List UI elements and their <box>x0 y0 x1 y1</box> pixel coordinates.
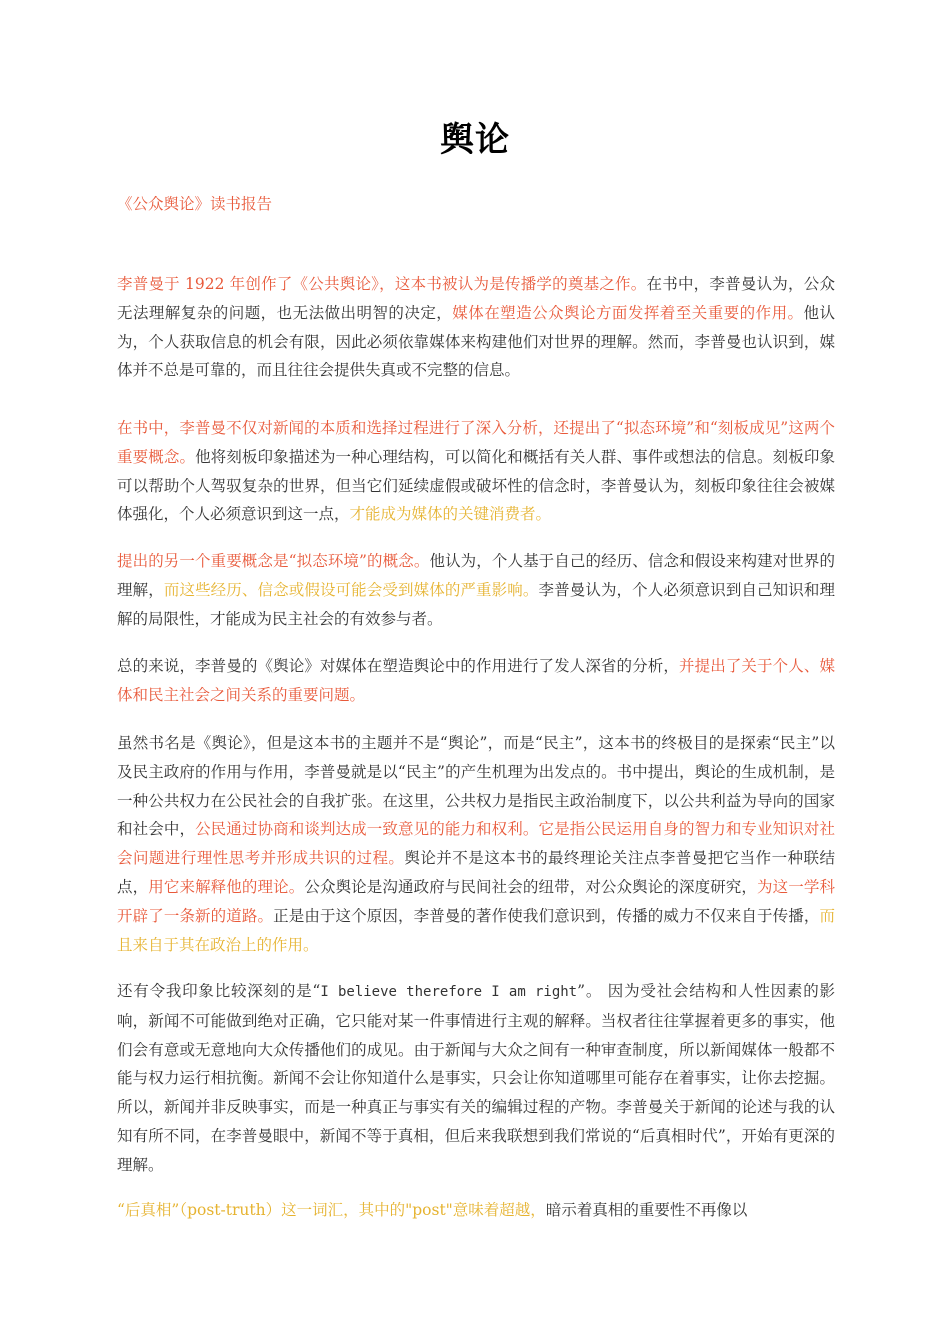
body-text: 舆论并不是这本书的最终理论关注点李普曼把它当作一种联结点， <box>117 849 835 896</box>
document-subtitle: 《公众舆论》读书报告 <box>117 195 273 213</box>
body-text: 李普曼认为，个人必须意识到自己知识和理解的局限性，才能成为民主社会的有效参与者。 <box>117 580 835 628</box>
highlight-gold: 而这些经历、信念或假设可能会受到媒体的严重影响。 <box>163 580 539 599</box>
body-text: 总的来说，李普曼的《舆论》对媒体在塑造舆论中的作用进行了发人深省的分析， <box>117 657 679 675</box>
body-text: 在书中，李普曼认为，公众无法理解复杂的问题，也无法做出明智的决定， <box>117 275 835 322</box>
highlight-red: 李普曼于 1922 年创作了《公共舆论》，这本书被认为是传播学的奠基之作。 <box>117 275 647 293</box>
paragraph-6 <box>117 977 835 1180</box>
body-text: 虽然书名是《舆论》，但是这本书的主题并不是“舆论”，而是“民主”，这本书的终极目的是探索“民主”以及民主政府的作用与作用，李普曼就是以“民主”的产生机理为出发点的。书中提出，舆论的生成机制，是一种公共权力在公民社会的自我扩张。在这里，公共权力是指民主政治制度下，以公共利益为导向的国家和社会中， <box>117 734 835 839</box>
paragraph-5 <box>117 729 835 959</box>
paragraph-4 <box>117 652 835 710</box>
body-text: 公众舆论是沟通政府与民间社会的纽带，对公众舆论的深度研究， <box>304 877 758 896</box>
body-text: 暗示着真相的重要性不再像以 <box>545 1201 748 1219</box>
highlight-red: 用它来解释他的理论。 <box>148 877 305 896</box>
english-quote: I believe therefore I am right <box>320 984 578 1000</box>
body-text: ”。 因为受社会结构和人性因素的影响，新闻不可能做到绝对正确，它只能对某一件事情进行主观的解释。当权者往往掌握着更多的事实，他们会有意或无意地向大众传播他们的成见。由于新闻与大众之间有一种审查制度，所以新闻媒体一般都不能与权力运行相抗衡。新闻不会让你知道什么是事实，只会让你知道哪里可能存在着事实，让你去挖掘。所以，新闻并非反映事实，而是一种真正与事实有关的编辑过程的产物。李普曼关于新闻的论述与我的认知有所不同，在李普曼眼中，新闻不等于真相，但后来我联想到我们常说的“后真相时代”，开始有更深的理解。 <box>117 982 835 1174</box>
paragraph-2 <box>117 414 835 529</box>
paragraph-3 <box>117 547 835 633</box>
body-text: 他认为，个人获取信息的机会有限，因此必须依靠媒体来构建他们对世界的理解。然而，李普曼也认识到，媒体并不总是可靠的，而且往往会提供失真或不完整的信息。 <box>117 303 835 380</box>
highlight-gold: “后真相”（post-truth）这一词汇，其中的"post"意味着超越， <box>117 1201 546 1219</box>
document-title: 舆论 <box>440 120 510 160</box>
paragraph-1 <box>117 270 835 385</box>
highlight-red: 媒体在塑造公众舆论方面发挥着至关重要的作用。 <box>452 303 804 322</box>
body-text: 正是由于这个原因，李普曼的著作使我们意识到，传播的威力不仅来自于传播， <box>273 906 820 925</box>
highlight-gold: 而且来自于其在政治上的作用。 <box>117 906 835 954</box>
highlight-red: 为这一学科开辟了一条新的道路。 <box>117 877 835 925</box>
highlight-red: 并提出了关于个人、媒体和民主社会之间关系的重要问题。 <box>117 657 835 704</box>
body-text: 他将刻板印象描述为一种心理结构，可以简化和概括有关人群、事件或想法的信息。刻板印象可以帮助个人驾驭复杂的世界，但当它们延续虚假或破坏性的信念时，李普曼认为，刻板印象往往会被媒体强化，个人必须意识到这一点， <box>117 447 835 524</box>
highlight-gold: 才能成为媒体的关键消费者。 <box>349 505 552 524</box>
highlight-red: 在书中，李普曼不仅对新闻的本质和选择过程进行了深入分析，还提出了“拟态环境”和“刻板成见”这两个重要概念。 <box>117 419 835 466</box>
body-text: 还有令我印象比较深刻的是“ <box>117 982 321 1000</box>
highlight-red: 公民通过协商和谈判达成一致意见的能力和权利。它是指公民运用自身的智力和专业知识对社会问题进行理性思考并形成共识的过程。 <box>117 820 835 868</box>
highlight-red: 提出的另一个重要概念是“拟态环境”的概念。 <box>117 552 430 570</box>
paragraph-7 <box>117 1196 835 1225</box>
body-text: 他认为，个人基于自己的经历、信念和假设来构建对世界的理解， <box>117 552 835 599</box>
